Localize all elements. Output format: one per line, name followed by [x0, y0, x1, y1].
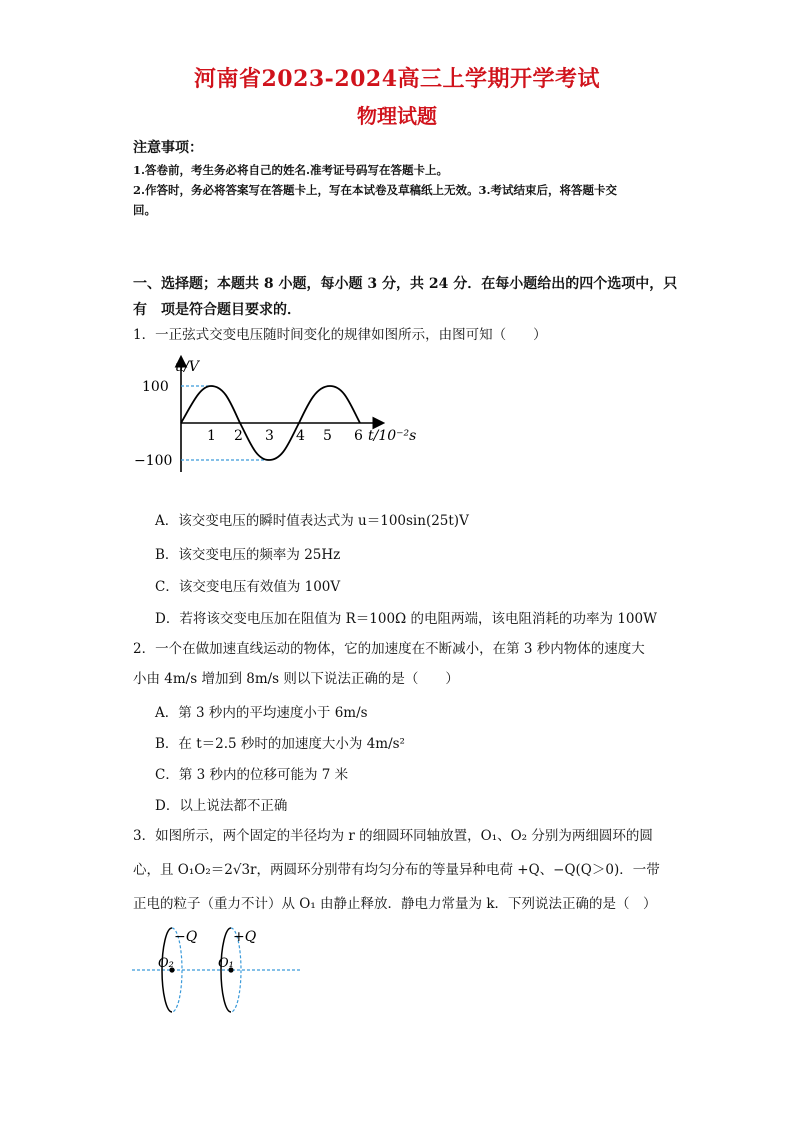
x-tick-6: 6 — [354, 428, 363, 444]
q2-stem-2: 小由 4m/s 增加到 8m/s 则以下说法正确的是（ ） — [133, 671, 459, 687]
q1-sine-graph — [130, 352, 430, 482]
q2-stem-1: 2．一个在做加速直线运动的物体，它的加速度在不断减小，在第 3 秒内物体的速度大 — [133, 641, 645, 657]
section-line-2: 有 项是符合题目要求的． — [133, 302, 301, 318]
q1-option-a: A．该交变电压的瞬时值表达式为 u＝100sin(25t)V — [155, 513, 469, 529]
right-center-label: O₁ — [218, 956, 234, 971]
y-axis-label: u/V — [175, 359, 199, 375]
x-tick-2: 2 — [234, 428, 243, 444]
left-charge-label: −Q — [174, 929, 198, 945]
right-charge-label: +Q — [233, 929, 257, 945]
q1-option-b: B．该交变电压的频率为 25Hz — [155, 547, 341, 563]
q3-stem-3: 正电的粒子（重力不计）从 O₁ 由静止释放．静电力常量为 k．下列说法正确的是（ ） — [133, 896, 657, 912]
section-heading — [133, 271, 678, 323]
exam-subtitle: 物理试题 — [357, 104, 437, 128]
q2-option-c: C．第 3 秒内的位移可能为 7 米 — [155, 767, 349, 783]
x-tick-1: 1 — [207, 428, 216, 444]
q2-option-a: A．第 3 秒内的平均速度小于 6m/s — [155, 705, 368, 721]
q2-option-d: D．以上说法都不正确 — [155, 798, 288, 814]
q1-stem: 1．一正弦式交变电压随时间变化的规律如图所示，由图可知（ ） — [133, 327, 547, 343]
left-center-label: O₂ — [158, 956, 174, 971]
notice-line-1: 1.答卷前，考生务必将自己的姓名.准考证号码写在答题卡上。 — [133, 163, 449, 177]
q3-stem-1: 3．如图所示，两个固定的半径均为 r 的细圆环同轴放置，O₁、O₂ 分别为两细圆环的圆 — [133, 828, 653, 844]
x-tick-3: 3 — [265, 428, 274, 444]
q1-option-c: C．该交变电压有效值为 100V — [155, 579, 341, 595]
x-axis-label: t/10⁻²s — [368, 428, 417, 444]
notice-block — [133, 160, 673, 220]
notice-heading: 注意事项： — [133, 140, 203, 156]
x-tick-5: 5 — [323, 428, 332, 444]
y-tick-neg100: −100 — [134, 453, 173, 469]
q2-option-b: B．在 t＝2.5 秒时的加速度大小为 4m/s² — [155, 736, 405, 752]
notice-line-2: 2.作答时，务必将答案写在答题卡上，写在本试卷及草稿纸上无效。3.考试结束后，将答题卡交 — [133, 183, 618, 197]
q3-rings-figure — [130, 925, 310, 1020]
q1-option-d: D．若将该交变电压加在阻值为 R＝100Ω 的电阻两端，该电阻消耗的功率为 100W — [155, 611, 657, 627]
q3-stem-2: 心，且 O₁O₂＝2√3r，两圆环分别带有均匀分布的等量异种电荷 +Q、−Q(Q＞0)．一带 — [133, 862, 660, 878]
y-tick-100: 100 — [142, 379, 169, 395]
section-line-1: 一、选择题；本题共 8 小题，每小题 3 分，共 24 分．在每小题给出的四个选项中，只 — [133, 276, 678, 292]
notice-line-3: 回。 — [133, 203, 156, 217]
x-tick-4: 4 — [296, 428, 305, 444]
exam-title: 河南省2023-2024高三上学期开学考试 — [193, 66, 601, 92]
